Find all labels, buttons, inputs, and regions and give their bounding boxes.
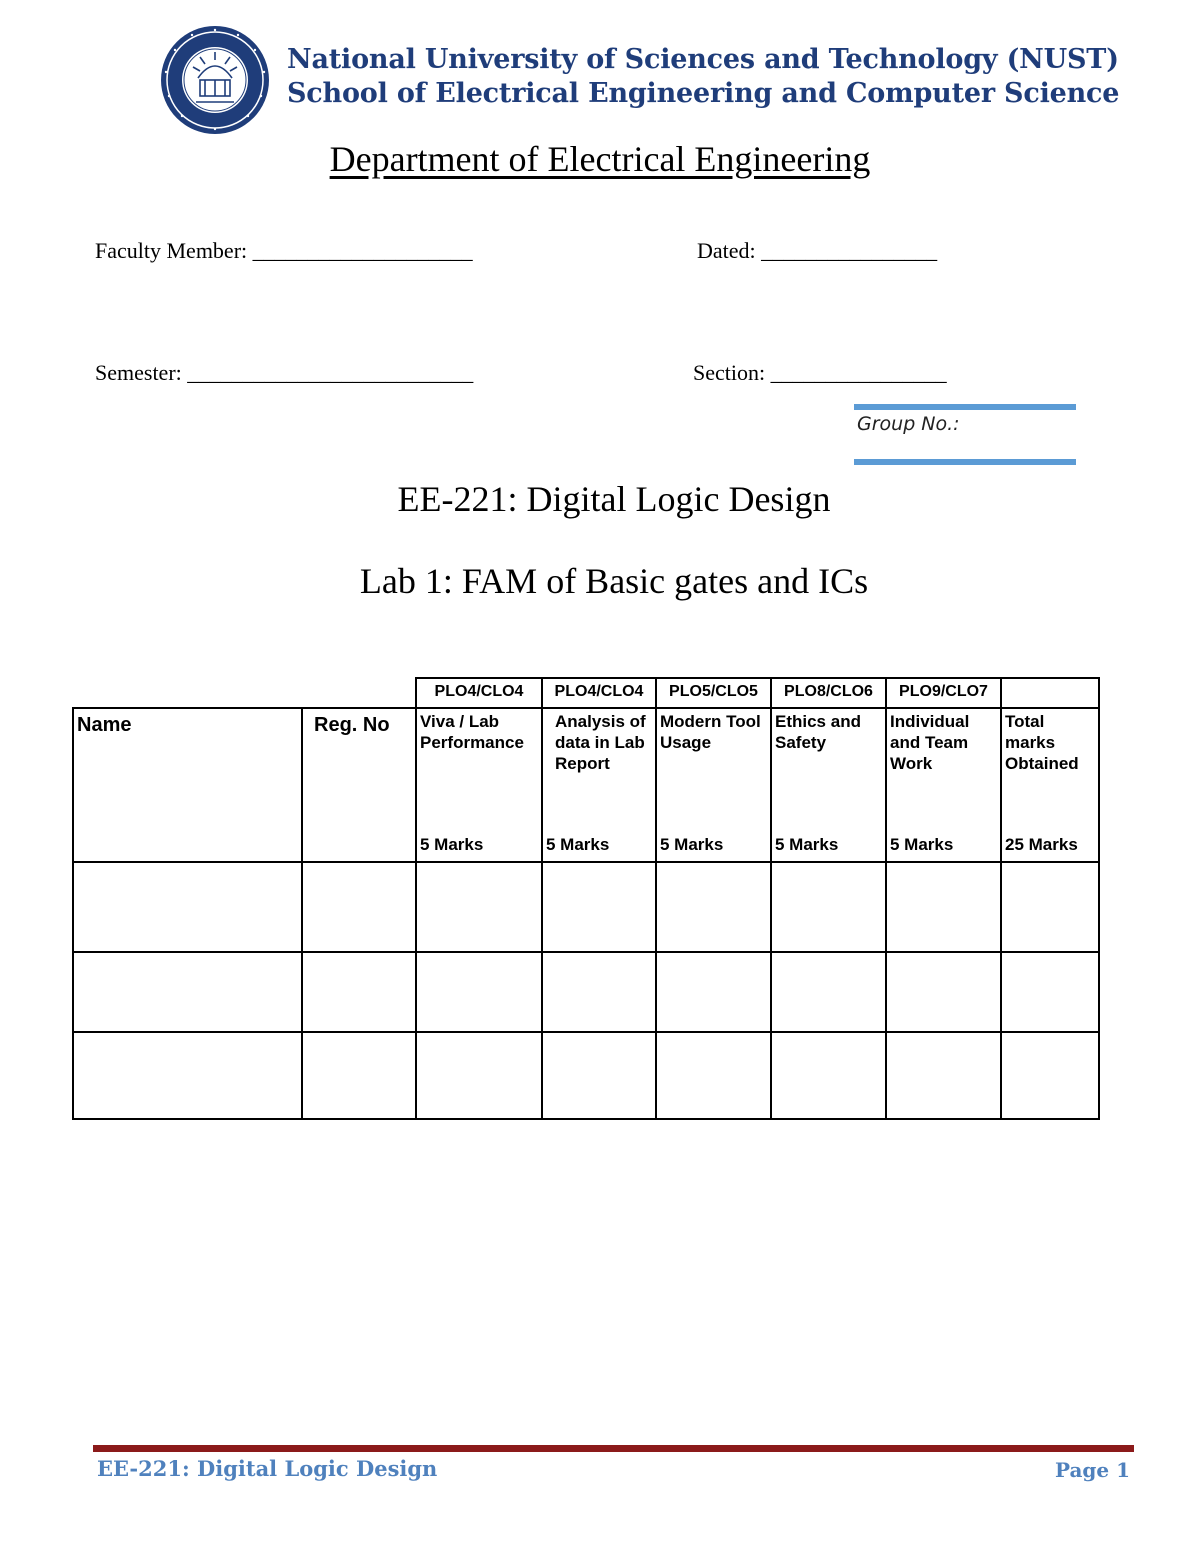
footer-course: EE-221: Digital Logic Design xyxy=(97,1456,438,1481)
criteria-label: Modern Tool Usage xyxy=(660,712,761,752)
criteria-label: Analysis of data in Lab Report xyxy=(555,712,646,773)
semester-field[interactable]: Semester: __________________________ xyxy=(95,360,474,385)
marks-cell[interactable] xyxy=(416,952,542,1032)
criteria-label: Individual and Team Work xyxy=(890,712,970,773)
total-cell[interactable] xyxy=(1001,862,1099,952)
plo-header: PLO4/CLO4 xyxy=(416,678,542,708)
group-box-top-rule xyxy=(854,404,1076,410)
marks-cell[interactable] xyxy=(416,862,542,952)
faculty-member-field[interactable]: Faculty Member: ____________________ xyxy=(95,238,473,263)
nust-seal-logo xyxy=(158,24,272,136)
marks-cell[interactable] xyxy=(416,1032,542,1119)
department-title: Department of Electrical Engineering xyxy=(329,139,871,179)
reg-cell[interactable] xyxy=(302,1032,416,1119)
page-number: Page 1 xyxy=(1054,1458,1130,1482)
criteria-header xyxy=(542,708,656,862)
table-row xyxy=(73,1032,1099,1119)
name-column-header xyxy=(73,708,302,862)
table-row xyxy=(73,862,1099,952)
plo-header xyxy=(1001,678,1099,708)
criteria-marks: 5 Marks xyxy=(660,835,724,854)
marks-cell[interactable] xyxy=(886,862,1001,952)
criteria-header xyxy=(1001,708,1099,862)
name-cell[interactable] xyxy=(73,1032,302,1119)
course-title: EE-221: Digital Logic Design xyxy=(397,479,831,519)
criteria-header xyxy=(886,708,1001,862)
lab-title: Lab 1: FAM of Basic gates and ICs xyxy=(359,561,869,601)
plo-header: PLO4/CLO4 xyxy=(542,678,656,708)
marks-cell[interactable] xyxy=(656,952,771,1032)
reg-cell[interactable] xyxy=(302,952,416,1032)
marks-cell[interactable] xyxy=(886,1032,1001,1119)
marks-cell[interactable] xyxy=(542,1032,656,1119)
criteria-header xyxy=(416,708,542,862)
marks-cell[interactable] xyxy=(771,952,886,1032)
name-cell[interactable] xyxy=(73,952,302,1032)
marks-cell[interactable] xyxy=(771,862,886,952)
table-row xyxy=(73,952,1099,1032)
total-cell[interactable] xyxy=(1001,1032,1099,1119)
blank-cell xyxy=(73,678,302,708)
marks-cell[interactable] xyxy=(886,952,1001,1032)
name-header-label: Name xyxy=(77,714,132,736)
blank-cell xyxy=(302,678,416,708)
plo-header: PLO8/CLO6 xyxy=(771,678,886,708)
criteria-marks: 5 Marks xyxy=(890,835,954,854)
marks-cell[interactable] xyxy=(656,862,771,952)
total-cell[interactable] xyxy=(1001,952,1099,1032)
footer-rule xyxy=(93,1445,1134,1452)
criteria-row xyxy=(73,708,1099,862)
plo-header: PLO9/CLO7 xyxy=(886,678,1001,708)
criteria-label: Total marks Obtained xyxy=(1005,712,1079,773)
criteria-header xyxy=(656,708,771,862)
reg-header-label: Reg. No xyxy=(314,714,390,736)
group-number-field[interactable]: Group No.: xyxy=(857,413,960,435)
university-name: National University of Sciences and Technology (NUST) xyxy=(287,44,1119,75)
criteria-label: Ethics and Safety xyxy=(775,712,861,752)
name-cell[interactable] xyxy=(73,862,302,952)
marks-cell[interactable] xyxy=(542,952,656,1032)
grading-table xyxy=(72,677,1100,1120)
reg-cell[interactable] xyxy=(302,862,416,952)
criteria-marks: 5 Marks xyxy=(775,835,839,854)
school-name: School of Electrical Engineering and Computer Science xyxy=(287,78,1120,109)
plo-header: PLO5/CLO5 xyxy=(656,678,771,708)
criteria-marks: 5 Marks xyxy=(546,835,610,854)
criteria-marks: 25 Marks xyxy=(1005,835,1078,854)
plo-row xyxy=(73,678,1099,708)
criteria-label: Viva / Lab Performance xyxy=(420,712,524,752)
marks-cell[interactable] xyxy=(656,1032,771,1119)
criteria-marks: 5 Marks xyxy=(420,835,484,854)
reg-column-header xyxy=(302,708,416,862)
dated-field[interactable]: Dated: ________________ xyxy=(697,238,938,263)
criteria-header xyxy=(771,708,886,862)
section-field[interactable]: Section: ________________ xyxy=(693,360,947,385)
group-box-bottom-rule xyxy=(854,459,1076,465)
marks-cell[interactable] xyxy=(542,862,656,952)
marks-cell[interactable] xyxy=(771,1032,886,1119)
